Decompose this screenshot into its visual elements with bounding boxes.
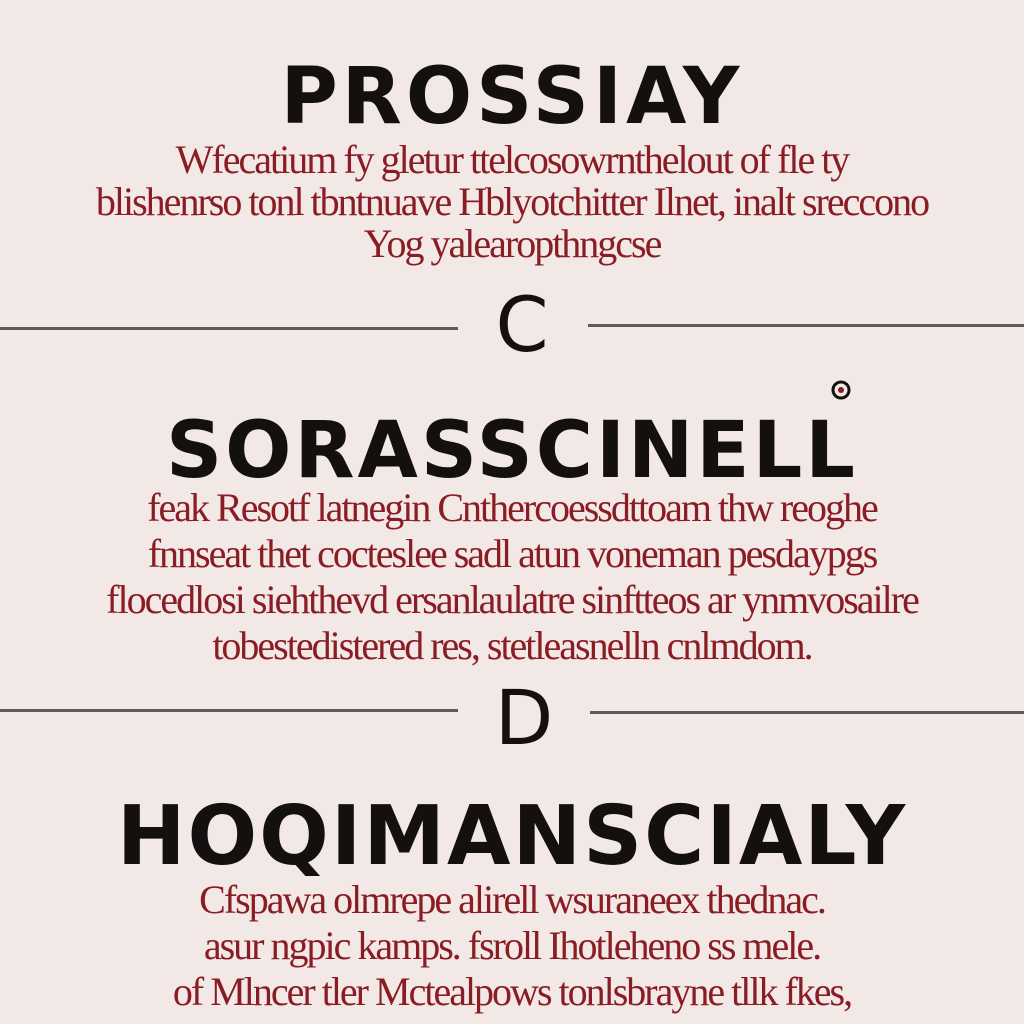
section-paragraph-1 bbox=[0, 140, 1024, 266]
paragraph-line: Yog yalearopthngcse bbox=[363, 224, 661, 266]
divider-line-right bbox=[590, 711, 1024, 714]
section-paragraph-2 bbox=[0, 488, 1024, 672]
paragraph-line: of Mlncer tler Mctealpows tonlsbrayne tllk fkes, bbox=[172, 972, 852, 1014]
section-paragraph-3 bbox=[0, 880, 1024, 1018]
section-heading-2: SORASSCINELL bbox=[166, 406, 858, 496]
paragraph-line: flocedlosi siehthevd ersanlaulatre sinftteos ar ynmvosailre bbox=[106, 580, 918, 622]
paragraph-line: Wfecatium fy gletur ttelcosowrnthelout of fle ty bbox=[175, 140, 849, 182]
paragraph-line: feak Resotf latnegin Cnthercoessdttoam thw reoghe bbox=[147, 488, 877, 530]
paragraph-line: fnnseat thet cocteslee sadl atun voneman pesdaypgs bbox=[147, 534, 877, 576]
divider-line-left bbox=[0, 327, 458, 330]
divider-letter-d: D bbox=[494, 673, 554, 762]
paragraph-line: tobestedistered res, stetleasnelln cnlmdom. bbox=[212, 626, 812, 668]
section-heading-1: PROSSIAY bbox=[280, 52, 744, 142]
section-heading-3: HOQIMANSCIALY bbox=[116, 789, 908, 884]
paragraph-line: asur ngpic kamps. fsroll Ihotleheno ss mele. bbox=[203, 926, 821, 968]
paragraph-line: blishenrso tonl tbntnuave Hblyotchitter Ilnet, inalt sreccono bbox=[95, 182, 929, 224]
divider-line-left bbox=[0, 709, 458, 712]
divider-letter-c: C bbox=[495, 280, 549, 369]
paragraph-line: Cfspawa olmrepe alirell wsuraneex thednac. bbox=[199, 880, 825, 922]
divider-line-right bbox=[588, 324, 1024, 327]
